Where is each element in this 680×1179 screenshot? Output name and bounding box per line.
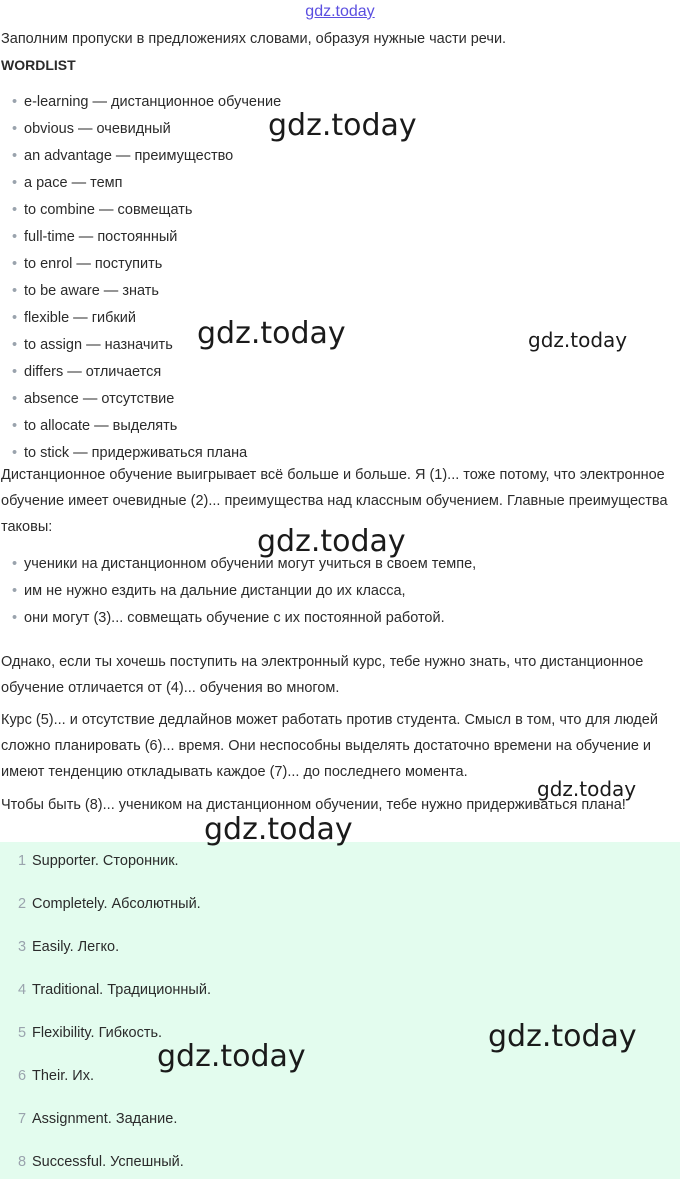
advantages-item (12, 578, 476, 605)
site-link[interactable]: gdz.today (305, 3, 375, 20)
wordlist-item-text: e-learning — дистанционное обучение (24, 94, 282, 110)
wordlist-item (12, 224, 281, 251)
wordlist-item-text: full-time — постоянный (24, 229, 178, 245)
answer-item (0, 1021, 162, 1045)
wordlist-item-text: absence — отсутствие (24, 391, 175, 407)
bullet-icon: • (12, 556, 18, 572)
wordlist-item-text: to assign — назначить (24, 337, 173, 353)
wordlist-item-text: to be aware — знать (24, 283, 159, 299)
bullet-icon: • (12, 337, 18, 353)
answer-text: Flexibility. Гибкость. (32, 1025, 163, 1041)
watermark: gdz.today (528, 328, 628, 352)
answer-text: Assignment. Задание. (32, 1111, 178, 1127)
bullet-icon: • (12, 121, 18, 137)
wordlist-item-text: differs — отличается (24, 364, 162, 380)
bullet-icon: • (12, 583, 18, 599)
bullet-icon: • (12, 310, 18, 326)
answer-number: 3 (18, 939, 27, 955)
wordlist-item-text: a pace — темп (24, 175, 123, 191)
bullet-icon: • (12, 256, 18, 272)
bullet-icon: • (12, 229, 18, 245)
wordlist-item (12, 359, 281, 386)
watermark: gdz.today (488, 1019, 637, 1054)
answer-number: 5 (18, 1025, 27, 1041)
bullet-icon: • (12, 391, 18, 407)
answer-item (0, 1107, 177, 1131)
answer-text: Traditional. Традиционный. (32, 982, 211, 998)
wordlist-item (12, 386, 281, 413)
text-paragraph: Курс (5)... и отсутствие дедлайнов может работать против студента. Смысл в том, что для людей сложно планировать (6)... время. Они неспособны выделять достаточно времени на обучение и имеют тенденцию откладывать каждое (7)... до последнего момента. (1, 712, 658, 780)
answer-item (0, 849, 179, 873)
answer-number: 8 (18, 1154, 27, 1170)
answer-item (0, 978, 211, 1002)
advantages-item-text: им не нужно ездить на дальние дистанции до их класса, (24, 583, 406, 599)
advantages-item-text: ученики на дистанционном обучении могут учиться в своем темпе, (24, 556, 477, 572)
answer-number: 7 (18, 1111, 27, 1127)
watermark: gdz.today (537, 777, 637, 801)
wordlist-item-text: an advantage — преимущество (24, 148, 234, 164)
wordlist-item (12, 89, 281, 116)
wordlist-item (12, 116, 281, 143)
bullet-icon: • (12, 445, 18, 461)
watermark: gdz.today (204, 812, 353, 847)
advantages-item-text: они могут (3)... совмещать обучение с их постоянной работой. (24, 610, 445, 626)
advantages-list (12, 551, 476, 632)
answer-number: 4 (18, 982, 27, 998)
wordlist-item-text: to enrol — поступить (24, 256, 163, 272)
answers-panel (0, 842, 680, 1179)
watermark: gdz.today (157, 1039, 306, 1074)
advantages-item (12, 551, 476, 578)
answer-item (0, 935, 119, 959)
watermark: gdz.today (257, 524, 406, 559)
wordlist (12, 89, 281, 467)
wordlist-item-text: flexible — гибкий (24, 310, 136, 326)
text-paragraph: Однако, если ты хочешь поступить на электронный курс, тебе нужно знать, что дистанционное обучение отличается от (4)... обучения во многом. (1, 654, 644, 696)
bullet-icon: • (12, 148, 18, 164)
answer-text: Easily. Легко. (32, 939, 120, 955)
bullet-icon: • (12, 418, 18, 434)
wordlist-item-text: to allocate — выделять (24, 418, 178, 434)
wordlist-item-text: obvious — очевидный (24, 121, 171, 137)
answer-text: Completely. Абсолютный. (32, 896, 201, 912)
wordlist-item-text: to stick — придерживаться плана (24, 445, 248, 461)
answer-item (0, 892, 201, 916)
bullet-icon: • (12, 94, 18, 110)
advantages-item (12, 605, 476, 632)
answer-number: 6 (18, 1068, 27, 1084)
answer-item (0, 1064, 94, 1088)
bullet-icon: • (12, 283, 18, 299)
answer-number: 1 (18, 853, 27, 869)
wordlist-item (12, 413, 281, 440)
wordlist-item (12, 170, 281, 197)
text-paragraph: Чтобы быть (8)... учеником на дистанционном обучении, тебе нужно придерживаться плана! (1, 797, 626, 813)
wordlist-item (12, 251, 281, 278)
wordlist-item (12, 197, 281, 224)
wordlist-item (12, 278, 281, 305)
wordlist-item-text: to combine — совмещать (24, 202, 193, 218)
bullet-icon: • (12, 610, 18, 626)
answer-text: Their. Их. (32, 1068, 94, 1084)
watermark: gdz.today (268, 108, 417, 143)
bullet-icon: • (12, 202, 18, 218)
answer-number: 2 (18, 896, 27, 912)
task-instruction: Заполним пропуски в предложениях словами, образуя нужные части речи. (1, 31, 507, 47)
wordlist-heading: WORDLIST (1, 57, 76, 73)
answer-item (0, 1150, 184, 1174)
wordlist-item (12, 143, 281, 170)
bullet-icon: • (12, 175, 18, 191)
wordlist-item (12, 305, 281, 332)
watermark: gdz.today (197, 316, 346, 351)
text-paragraph: Дистанционное обучение выигрывает всё больше и больше. Я (1)... тоже потому, что электронное обучение имеет очевидные (2)... преимущества над классным обучением. Главные преимущества таковы: (1, 467, 668, 535)
answer-text: Successful. Успешный. (32, 1154, 184, 1170)
wordlist-item (12, 332, 281, 359)
bullet-icon: • (12, 364, 18, 380)
answer-text: Supporter. Сторонник. (32, 853, 179, 869)
